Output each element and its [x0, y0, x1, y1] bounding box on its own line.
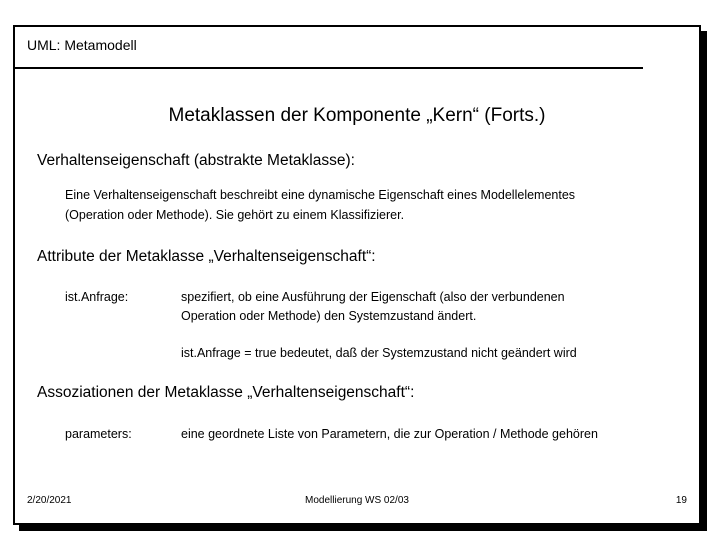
- association-term: parameters:: [65, 427, 132, 441]
- attribute-desc-line2: Operation oder Methode) den Systemzustand ändert.: [181, 309, 477, 323]
- section1-text-line2: (Operation oder Methode). Sie gehört zu einem Klassifizierer.: [65, 208, 405, 222]
- section-heading-verhaltenseigenschaft: Verhaltenseigenschaft (abstrakte Metaklasse):: [37, 152, 355, 169]
- header-divider: [15, 67, 643, 69]
- section-heading-assoziationen: Assoziationen der Metaklasse „Verhaltenseigenschaft“:: [37, 384, 415, 401]
- section1-text-line1: Eine Verhaltenseigenschaft beschreibt eine dynamische Eigenschaft eines Modellelementes: [65, 188, 576, 202]
- footer-date: 2/20/2021: [27, 495, 72, 506]
- slide-title: Metaklassen der Komponente „Kern“ (Forts.): [168, 105, 546, 126]
- attribute-note: ist.Anfrage = true bedeutet, daß der Systemzustand nicht geändert wird: [181, 346, 577, 360]
- footer-page-number: 19: [675, 495, 687, 506]
- slide-frame: [13, 25, 701, 525]
- attribute-desc-line1: spezifiert, ob eine Ausführung der Eigenschaft (also der verbundenen: [181, 290, 565, 304]
- association-desc: eine geordnete Liste von Parametern, die zur Operation / Methode gehören: [181, 427, 598, 441]
- section-heading-attribute: Attribute der Metaklasse „Verhaltenseigenschaft“:: [37, 248, 376, 265]
- slide-header: UML: Metamodell: [27, 37, 137, 53]
- attribute-term: ist.Anfrage:: [65, 290, 129, 304]
- footer-center: Modellierung WS 02/03: [305, 495, 409, 506]
